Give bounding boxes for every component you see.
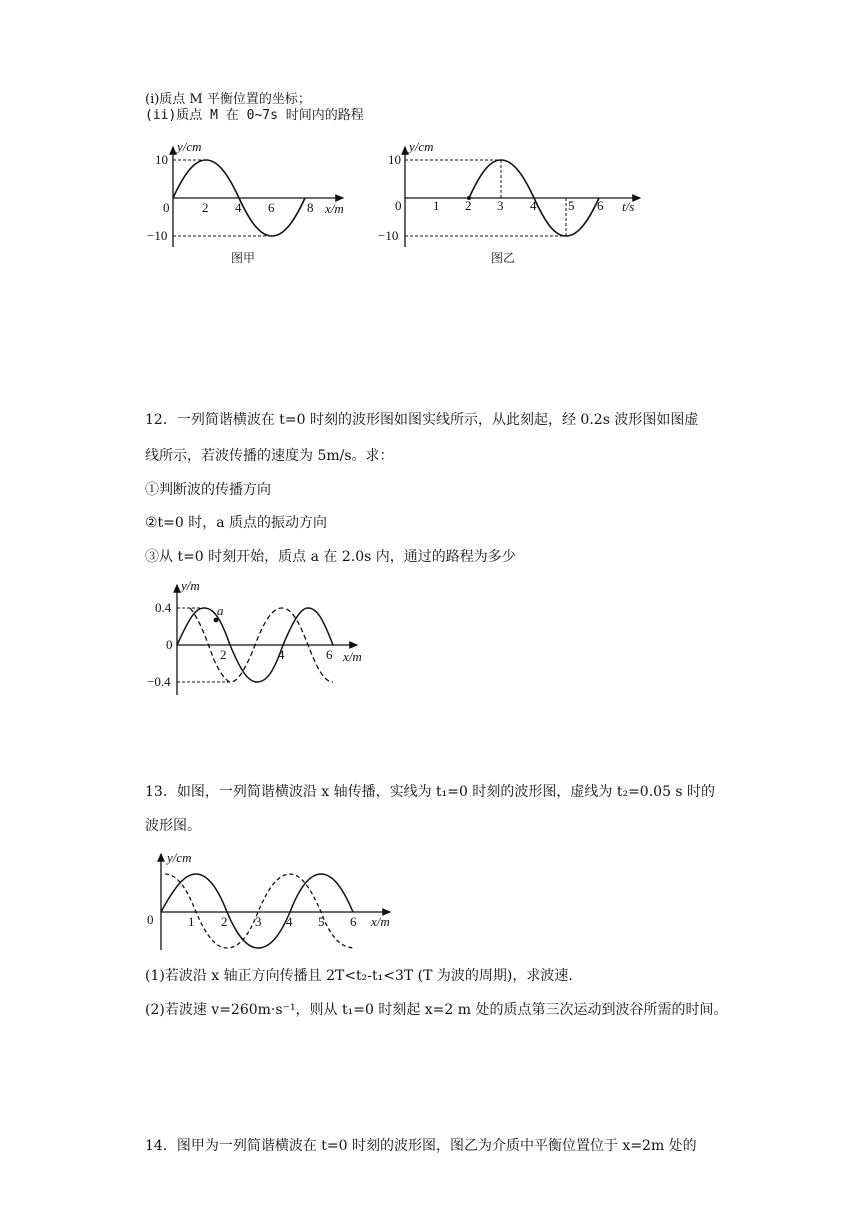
q12-item2: ②t=0 时，a 质点的振动方向 (145, 515, 328, 531)
origin-label: 0 (395, 198, 402, 213)
figure-yi (375, 135, 655, 265)
y-axis-label: y/cm (167, 850, 192, 865)
tick-label: 5 (568, 198, 575, 213)
tick-label: 6 (326, 647, 333, 662)
tick-label: 6 (350, 914, 357, 929)
origin-label: 0 (166, 637, 173, 652)
tick-label: 2 (220, 647, 227, 662)
y-neg-label: −10 (147, 228, 168, 243)
q13-part1: (1)若波沿 x 轴正方向传播且 2T<t₂-t₁<3T (T 为波的周期)，求波速. (145, 968, 573, 984)
q13-part2: (2)若波速 v=260m·s⁻¹，则从 t₁=0 时刻起 x=2 m 处的质点第三次运动到波谷所需的时间。 (145, 1002, 728, 1018)
x-axis-label: x/m (325, 201, 344, 216)
dashed-wave (165, 874, 355, 948)
figure-jia (145, 135, 355, 265)
q12-item1: ①判断波的传播方向 (145, 482, 271, 498)
tick-label: 1 (433, 198, 440, 213)
solid-wave (161, 874, 353, 948)
q12-item3: ③从 t=0 时刻开始，质点 a 在 2.0s 内，通过的路程为多少 (145, 549, 516, 565)
q12-line1: 12．一列简谐横波在 t=0 时刻的波形图如图实线所示，从此刻起，经 0.2s 波形图如图虚 (145, 412, 699, 428)
y-neg-label: −10 (378, 228, 399, 243)
y-axis-label: y/m (181, 578, 200, 593)
caption: 图甲 (231, 251, 256, 265)
x-axis-label: x/m (371, 914, 390, 929)
y-pos-label: 10 (388, 152, 401, 167)
tick-label: 3 (255, 914, 262, 929)
tick-label: 2 (221, 914, 228, 929)
q11-line-i: (i)质点 M 平衡位置的坐标； (145, 92, 311, 107)
tick-label: 3 (497, 198, 504, 213)
figure-q12 (145, 575, 375, 700)
caption: 图乙 (491, 251, 516, 265)
tick-label: 6 (268, 200, 275, 215)
point-a-dot (214, 618, 219, 623)
tick-label: 5 (318, 914, 325, 929)
y-pos-label: 0.4 (155, 600, 172, 615)
tick-label: 4 (286, 914, 293, 929)
tick-label: 2 (465, 198, 472, 213)
y-pos-label: 10 (155, 152, 168, 167)
q13-line2: 波形图。 (145, 818, 201, 834)
origin-label: 0 (163, 200, 170, 215)
tick-label: 8 (307, 200, 314, 215)
tick-label: 4 (530, 198, 537, 213)
x-axis-label: x/m (343, 649, 362, 664)
q11-line-ii: (ii)质点 M 在 0~7s 时间内的路程 (145, 108, 364, 123)
y-axis-label: y/cm (177, 139, 202, 154)
tick-label: 4 (278, 647, 285, 662)
y-axis-label: y/cm (409, 139, 434, 154)
q13-line1: 13．如图，一列简谐横波沿 x 轴传播，实线为 t₁=0 时刻的波形图，虚线为 t₂=0.05 s 时的 (145, 784, 716, 800)
tick-label: 4 (235, 200, 242, 215)
figure-q13 (145, 848, 405, 953)
q12-line2: 线所示，若波传播的速度为 5m/s。求： (145, 448, 394, 464)
q14-line1: 14．图甲为一列简谐横波在 t=0 时刻的波形图，图乙为介质中平衡位置位于 x=2m 处的 (145, 1138, 697, 1154)
origin-label: 0 (147, 912, 154, 927)
tick-label: 1 (188, 914, 195, 929)
tick-label: 2 (202, 200, 209, 215)
y-neg-label: −0.4 (147, 674, 171, 689)
x-axis-label: t/s (622, 199, 635, 214)
point-a-label: a (217, 603, 224, 618)
tick-label: 6 (597, 198, 604, 213)
